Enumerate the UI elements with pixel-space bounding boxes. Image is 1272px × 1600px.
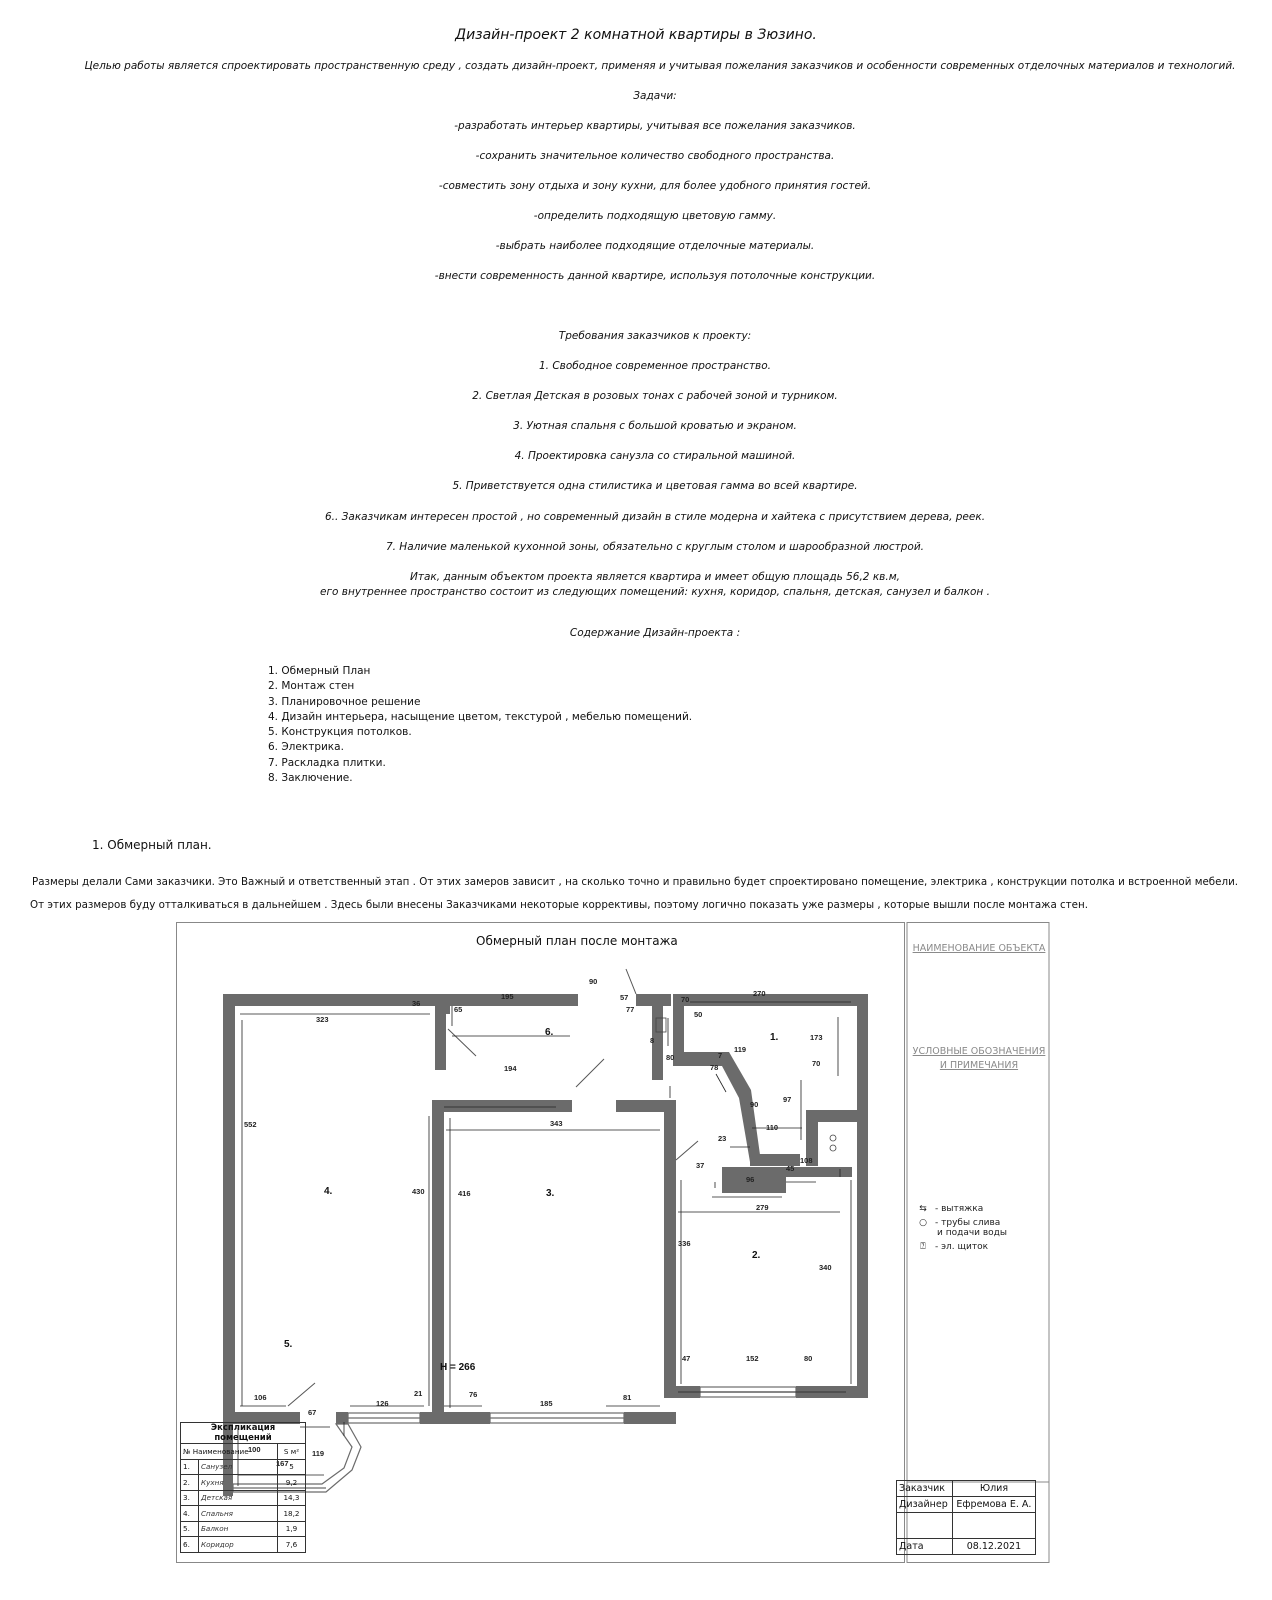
legend-item: [914, 1204, 1007, 1214]
contents-heading: Содержание Дизайн-проекта :: [569, 627, 741, 639]
requirement-item: 5. Приветствуется одна стилистика и цветовая гамма во всей квартире.: [452, 480, 858, 492]
dimension-label: 119: [312, 1449, 325, 1458]
legend-item: [914, 1218, 1007, 1238]
room-number: 5.: [284, 1339, 293, 1350]
legend-title-link[interactable]: УСЛОВНЫЕ ОБОЗНАЧЕНИЯ: [912, 1046, 1046, 1057]
dimension-label: 23: [718, 1134, 727, 1143]
pipe-circle-icon: ○: [919, 1218, 927, 1228]
room-name-cell: Спальня: [199, 1506, 278, 1522]
designer-label: Дизайнер: [897, 1497, 953, 1513]
title-block: [896, 1480, 1036, 1555]
room-area-cell: 1,9: [278, 1521, 306, 1537]
room-number: 6.: [545, 1027, 554, 1038]
pipe-circle-icon: [830, 1135, 836, 1141]
dimension-label: 67: [308, 1408, 317, 1417]
room-area-cell: 14,3: [278, 1490, 306, 1506]
table-row: [181, 1537, 306, 1553]
contents-list: [268, 664, 692, 786]
requirement-item: 2. Светлая Детская в розовых тонах с рабочей зоной и турником.: [472, 390, 838, 402]
task-item: -совместить зону отдыха и зону кухни, для более удобного принятия гостей.: [438, 180, 872, 192]
legend-label: - эл. щиток: [935, 1242, 989, 1252]
table-row: [181, 1459, 306, 1475]
date-value: 08.12.2021: [952, 1539, 1035, 1555]
explication-title: Экспликация помещений: [181, 1423, 306, 1444]
object-name-link[interactable]: НАИМЕНОВАНИЕ ОБЪЕКТА: [912, 943, 1046, 954]
dimension-label: 45: [786, 1164, 795, 1173]
room-number: 1.: [770, 1032, 779, 1043]
column-header: № Наименование: [181, 1444, 278, 1460]
legend-label: - вытяжка: [935, 1204, 984, 1214]
dimension-label: 552: [244, 1120, 257, 1129]
dimension-label: 77: [626, 1005, 635, 1014]
room-numbers: [284, 1027, 779, 1350]
room-number: 3.: [546, 1188, 555, 1199]
vent-arrows-icon: ⇆: [919, 1204, 927, 1214]
requirement-item: 3. Уютная спальня с большой кроватью и экраном.: [513, 420, 797, 432]
plan-title: Обмерный план после монтажа: [476, 934, 678, 948]
table-row: [181, 1506, 306, 1522]
room-area-cell: 18,2: [278, 1506, 306, 1522]
tasks-heading: Задачи:: [633, 90, 677, 102]
contents-item: 2. Монтаж стен: [268, 680, 355, 693]
room-number: 4.: [324, 1186, 333, 1197]
date-label: Дата: [897, 1539, 953, 1555]
dimension-label: 90: [589, 977, 598, 986]
contents-item: 1. Обмерный План: [268, 665, 371, 677]
requirements-heading: Требования заказчиков к проекту:: [558, 330, 752, 342]
pipe-circle-icon: [830, 1145, 836, 1151]
dimension-label: 167: [276, 1459, 289, 1468]
room-name-cell: Кухня: [199, 1475, 278, 1491]
section-heading: 1. Обмерный план.: [92, 838, 212, 852]
door-swings: [288, 969, 698, 1406]
dimension-label: 110: [766, 1123, 779, 1132]
dimension-label: 81: [623, 1393, 632, 1402]
dimension-label: 119: [734, 1045, 747, 1054]
dimension-label: 340: [819, 1263, 832, 1272]
contents-item: 3. Планировочное решение: [268, 695, 421, 708]
section-paragraph: От этих размеров буду отталкиваться в дальнейшем . Здесь были внесены Заказчиками некоторые коррективы, поэтому логично показать уже размеры , которые вышли после монтажа стен.: [30, 899, 1089, 911]
task-item: -внести современность данной квартире, используя потолочные конструкции.: [434, 270, 876, 282]
customer-name: Юлия: [952, 1481, 1035, 1497]
table-row: [181, 1475, 306, 1491]
dimension-label: 80: [666, 1053, 675, 1062]
dimension-label: 195: [501, 992, 514, 1001]
dimension-label: 21: [414, 1389, 423, 1398]
task-item: -выбрать наиболее подходящие отделочные материалы.: [495, 240, 815, 252]
dimension-label: 36: [412, 999, 421, 1008]
dimension-label: 50: [694, 1010, 703, 1019]
dimension-label: 323: [316, 1015, 329, 1024]
contents-item: 8. Заключение.: [268, 772, 353, 785]
room-num-cell: 5.: [181, 1521, 199, 1537]
dimension-label: 336: [678, 1239, 691, 1248]
dimension-label: 106: [254, 1393, 267, 1402]
contents-item: 7. Раскладка плитки.: [268, 756, 386, 769]
dimension-label: 194: [504, 1064, 517, 1073]
room-num-cell: 4.: [181, 1506, 199, 1522]
dimension-label: 108: [800, 1156, 813, 1165]
contents-item: 4. Дизайн интерьера, насыщение цветом, текстурой , мебелью помещений.: [268, 710, 693, 723]
legend-label: - трубы слива: [935, 1218, 1001, 1228]
requirement-item: 6.. Заказчикам интересен простой , но современный дизайн в стиле модерна и хайтека с присутствием дерева, реек.: [324, 511, 986, 523]
dimension-label: 96: [746, 1175, 755, 1184]
dimension-label: 416: [458, 1189, 471, 1198]
room-num-cell: 6.: [181, 1537, 199, 1553]
walls: [223, 994, 868, 1496]
dimension-labels: [244, 977, 832, 1468]
room-area-cell: 9,2: [278, 1475, 306, 1491]
dimension-label: 8: [650, 1036, 655, 1045]
designer-name: Ефремова Е. А.: [952, 1497, 1035, 1513]
dimension-label: 90: [750, 1100, 759, 1109]
windows: [233, 1387, 796, 1492]
room-num-cell: 3.: [181, 1490, 199, 1506]
dimension-label: 80: [804, 1354, 813, 1363]
requirement-item: 4. Проектировка санузла со стиральной машиной.: [514, 450, 796, 462]
dimension-label: 97: [783, 1095, 792, 1104]
customer-label: Заказчик: [897, 1481, 953, 1497]
room-name-cell: Детская: [199, 1490, 278, 1506]
room-number: 2.: [752, 1250, 761, 1261]
goal-text: Целью работы является спроектировать пространственную среду , создать дизайн-проект, применяя и учитывая пожелания заказчиков и особенности современных отделочных материалов и технологий.: [84, 60, 1236, 72]
dimension-label: 279: [756, 1203, 769, 1212]
legend-item: [914, 1242, 1007, 1252]
dimension-label: 100: [248, 1445, 261, 1454]
dimension-label: 76: [469, 1390, 478, 1399]
room-area-cell: 7,6: [278, 1537, 306, 1553]
dimension-label: 126: [376, 1399, 389, 1408]
legend: [914, 1204, 1007, 1256]
dimension-label: 70: [681, 995, 690, 1004]
floor-plan-sheet: [176, 922, 1052, 1564]
summary-line: Итак, данным объектом проекта является квартира и имеет общую площадь 56,2 кв.м,: [410, 571, 900, 583]
document-title: Дизайн-проект 2 комнатной квартиры в Зюзино.: [455, 27, 817, 43]
section-paragraph: Размеры делали Сами заказчики. Это Важный и ответственный этап . От этих замеров зависит , на сколько точно и правильно будет спроектировано помещение, электрика , конструкции потолка и встроенной мебели.: [32, 876, 1239, 888]
dimension-label: 65: [454, 1005, 463, 1014]
dimension-label: 173: [810, 1033, 823, 1042]
table-row: [181, 1490, 306, 1506]
room-name-cell: Коридор: [199, 1537, 278, 1553]
dimension-label: 343: [550, 1119, 563, 1128]
dimension-label: 78: [710, 1063, 719, 1072]
table-row: [181, 1521, 306, 1537]
ceiling-height-label: H = 266: [440, 1362, 476, 1373]
dimension-label: 70: [812, 1059, 821, 1068]
room-num-cell: 2.: [181, 1475, 199, 1491]
room-name-cell: Санузел: [199, 1459, 278, 1475]
dimension-label: 57: [620, 993, 629, 1002]
contents-item: 5. Конструкция потолков.: [268, 726, 412, 739]
dimension-label: 37: [696, 1161, 705, 1170]
task-item: -разработать интерьер квартиры, учитывая все пожелания заказчиков.: [454, 120, 856, 132]
dimension-label: 270: [753, 989, 766, 998]
room-area-cell: 5: [278, 1459, 306, 1475]
dimension-label: 152: [746, 1354, 759, 1363]
task-item: -определить подходящую цветовую гамму.: [533, 210, 777, 222]
room-name-cell: Балкон: [199, 1521, 278, 1537]
dimension-label: 7: [718, 1051, 723, 1060]
electrical-panel-icon: ⍰: [920, 1242, 926, 1252]
requirement-item: 7. Наличие маленькой кухонной зоны, обязательно с круглым столом и шарообразной люстрой.: [385, 541, 925, 553]
legend-subtitle-link[interactable]: И ПРИМЕЧАНИЯ: [939, 1060, 1019, 1071]
dimension-label: 430: [412, 1187, 425, 1196]
legend-label: и подачи воды: [937, 1228, 1008, 1238]
summary-line: его внутреннее пространство состоит из следующих помещений: кухня, коридор, спальня, детская, санузел и балкон .: [320, 586, 990, 598]
dimension-label: 185: [540, 1399, 553, 1408]
task-item: -сохранить значительное количество свободного пространства.: [475, 150, 835, 162]
contents-item: 6. Электрика.: [268, 741, 344, 754]
room-explication-table: [180, 1422, 306, 1553]
requirement-item: 1. Свободное современное пространство.: [538, 360, 772, 372]
room-num-cell: 1.: [181, 1459, 199, 1475]
column-header: S м²: [278, 1444, 306, 1460]
dimension-label: 47: [682, 1354, 691, 1363]
